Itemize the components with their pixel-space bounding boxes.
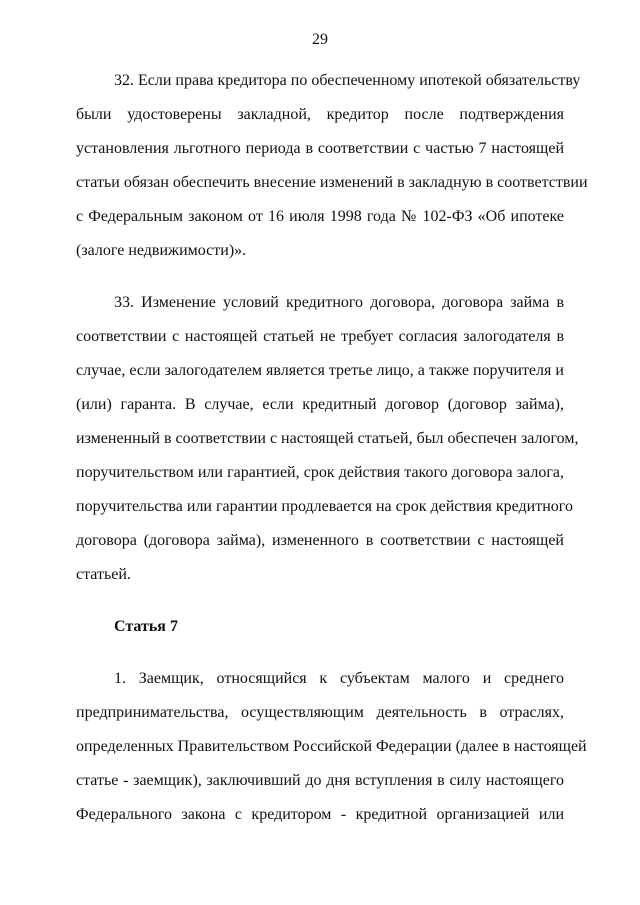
text-line: были удостоверены закладной, кредитор после подтверждения [76, 106, 564, 123]
page-number: 29 [312, 31, 328, 48]
text-line: (залоге недвижимости)». [76, 242, 247, 259]
text-line: статьей. [76, 566, 131, 583]
text-line: установления льготного периода в соответствии с частью 7 настоящей [76, 140, 564, 157]
text-line: поручительства или гарантии продлевается на срок действия кредитного [76, 498, 573, 515]
text-line: определенных Правительством Российской Федерации (далее в настоящей [76, 738, 587, 755]
text-line: 1. Заемщик, относящийся к субъектам малого и среднего [114, 670, 564, 687]
text-line: поручительством или гарантией, срок действия такого договора залога, [76, 464, 564, 481]
text-line: предпринимательства, осуществляющим деятельность в отраслях, [76, 704, 564, 721]
text-line: договора (договора займа), измененного в соответствии с настоящей [76, 532, 564, 549]
text-line: с Федеральным законом от 16 июля 1998 года № 102-ФЗ «Об ипотеке [76, 208, 564, 225]
text-line: 33. Изменение условий кредитного договора, договора займа в [114, 294, 564, 311]
text-line: статьи обязан обеспечить внесение изменений в закладную в соответствии [76, 174, 588, 191]
text-line: случае, если залогодателем является третье лицо, а также поручителя и [76, 362, 564, 379]
text-line: (или) гаранта. В случае, если кредитный договор (договор займа), [76, 396, 564, 413]
text-line: измененный в соответствии с настоящей статьей, был обеспечен залогом, [76, 430, 579, 447]
article-7-paragraph-1 [76, 662, 587, 832]
text-line: статье - заемщик), заключивший до дня вступления в силу настоящего [76, 772, 564, 789]
document-body [76, 64, 588, 832]
paragraph-32 [76, 64, 588, 268]
text-line: Федерального закона с кредитором - кредитной организацией или [76, 806, 564, 823]
text-line: соответствии с настоящей статьей не требует согласия залогодателя в [76, 328, 564, 345]
article-heading: Статья 7 [114, 618, 178, 635]
paragraph-33 [76, 286, 579, 592]
text-line: 32. Если права кредитора по обеспеченному ипотекой обязательству [114, 72, 581, 89]
